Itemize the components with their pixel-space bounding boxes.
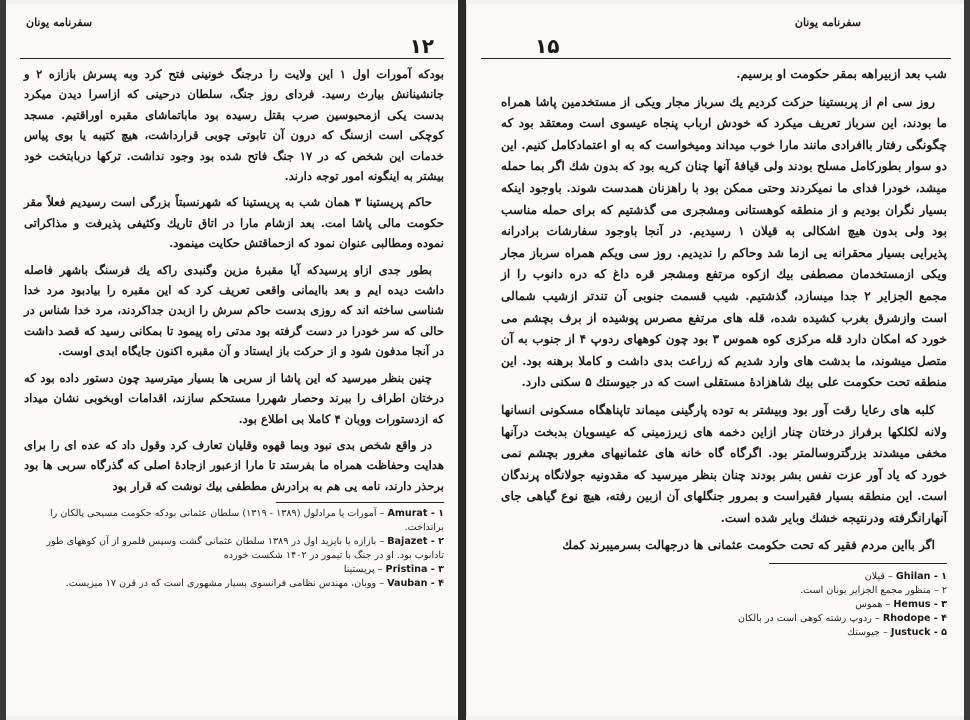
footnote-text: – پریستینا: [343, 564, 383, 576]
paragraph: چنین بنظر میرسید که این پاشا از سربی ها بسیار میترسید چون دستور داده بود که درختان اطراف را ببرند وحصار شهررا مستحکم سازند، اقدامات اوبخوبی نشان میداد که ازدستورات ووبان ۴ کاملا بی اطلاع بود.: [24, 370, 444, 426]
footnote-term: Bajazet - ۲: [387, 536, 444, 548]
footnote-rule: [769, 563, 947, 564]
page-number: ۱۵: [535, 34, 560, 58]
paragraph: بودکه آمورات اول ۱ این ولایت را درجنگ خونینی فتح کرد وبه پسرش بازازه ۲ و جانشینانش بیارث رسید. فردای روز جنگ، سلطان درحینی که ازاسرا دیدن میکرد بدست یکی ازمحبوسین صرب بقتل رسیده بود ماباتماشای مقبره اوراقتیم. مسجد کوچکی است ازسنگ که درون آن تابوتی چوبی قرارداشت، هیچ کتیبه یا بوی پیاس خدمات این شخص که در ۱۷ جنگ فاتح شده بود وجود نداشت. ترکها دربابتخت خود بیشتر به اینگونه امور توجه دارند.: [24, 67, 445, 184]
footnote: [501, 612, 947, 626]
footnote-text: – هموس: [855, 599, 891, 611]
footnote: [501, 598, 947, 612]
footnote-term: Rhodope - ۴: [882, 613, 947, 625]
page-body: [24, 64, 444, 591]
footnote-text: – قیلان: [864, 571, 893, 583]
paragraph: شب بعد ازبیراهه بمقر حکومت او برسیم.: [736, 67, 947, 81]
paragraph: کلبه های رعایا رقت آور بود وبیشتر به توده پارگینی میماند تاپناهگاه مسکونی انسانها ولانه لکلکها برفراز درختان چنار ازاین دخمه های زیرزمینی که عیسویان بدبخت درآنها مخفی میشدند بزرگتروسالمتر بود. اگرگاه گاه خانه های عثمانیهای مغرور بچشم نمی خورد که یاد آور عزت نفس بشر بودند چنان بنظر میرسید که مقدونیه جولانگاه پرندگان است. این منطقه بسیار فقیراست و بمرور جنگلهای آن ازبین رفته، هیچ نوع گیاهی جای آنهارانگرفته ودرنتیجه خشك وبایر شده است.: [501, 402, 947, 525]
footnote: [24, 507, 444, 535]
footnote: [24, 563, 444, 577]
footnote-text: – جیوستك: [847, 627, 888, 639]
running-title: سفرنامه یونان: [26, 16, 93, 29]
right-page: [466, 4, 965, 716]
page-body: [501, 64, 947, 640]
footnote-text: – بازازه یا بایزید اول در ۱۳۸۹ سلطان عثمانی گشت وسپس قلمرو از آن کوههای طور تادانوب بود. او در جنگ با تیمور در ۱۴۰۲ شکست خورده: [46, 536, 444, 562]
footnote-term: Ghilan - ۱: [895, 571, 947, 583]
footnote-term: Pristina - ۳: [385, 564, 444, 576]
footnote-text: – ردوپ رشته کوهی است در بالکان: [738, 613, 880, 625]
paragraph: بطور جدی ازاو پرسیدکه آیا مقبرهٔ مزین وگنبدی راکه یك فرسنگ باشهر فاصله داشت دیده ایم و بعد باایمانی واقعی تعریف کرد که این مقبره را بیادبود مرد خدا شناسی ساخته اند که روزی بدست حاکم سرش را ازبدن جداکردند، مرد خدا شناس در حالی که سر خودرا در دست گرفته بود مدتی راه پیمود تا بمکانی رسید که قصد داشت در آنجا مدفون شود و از حرکت باز ایستاد و آن مقبره اکنون جایگاه ابدی اوست.: [24, 262, 444, 359]
footnote-term: Justuck - ۵: [890, 627, 947, 639]
header-rule: [20, 58, 444, 59]
footnote-term: Hemus - ۳: [893, 599, 947, 611]
footnote: [501, 626, 947, 640]
book-gutter: [458, 0, 466, 720]
footnote: [24, 577, 444, 591]
footnote: [24, 535, 444, 563]
footnote-text: – آمورات یا مرادلول (۱۳۸۹ - ۱۳۱۹) سلطان عثمانی بودکه حکومت مسیحی پالکان را برانداخت.: [50, 508, 444, 534]
footnote-term: Vauban - ۴: [387, 578, 444, 590]
paragraph: اگر بااین مردم فقیر که تحت حکومت عثمانی ها درجهالت بسرمیبرند کمك: [562, 538, 935, 553]
footnote-list: [501, 570, 947, 640]
page-header: [20, 14, 444, 58]
footnote-text: – ووبان، مهندس نظامی فرانسوی بسیار مشهوری است که در قرن ۱۷ میزیست.: [65, 578, 385, 590]
page-edge: [964, 0, 970, 720]
page-header: [481, 14, 951, 58]
page-number: ۱۲: [409, 34, 434, 58]
left-page: [6, 4, 459, 716]
header-rule: [481, 58, 951, 59]
footnote-rule: [276, 502, 444, 503]
running-title: سفرنامه یونان: [794, 16, 861, 29]
footnote: [501, 584, 947, 598]
footnote-text: ۲ – منظور مجمع الجزایر یونان است.: [800, 585, 947, 597]
paragraph: حاکم پریستینا ۳ همان شب به پریستینا که شهرنسبتاً بزرگی است رسیدیم فعلاً مقر حکومت مالی پاشا امت. بعد ازشام مارا در اتاق تاریك وکثیفی پذیرفت و مذاکراتی نموده ومطالبی عنوان نمود که ازحماقتش حکایت مینمود.: [24, 195, 444, 251]
footnote-term: Amurat - ۱: [387, 508, 444, 520]
paragraph: روز سی ام از پربستینا حرکت کردیم یك سرباز مجار ویکی از مستخدمین پاشا همراه ما بودند، این سرباز تعریف میکرد که خودش ارباب پنجاه عیسوی است ومعتقد بود که چگونگی رفتار باافرادی مانند مارا خوب میداند ومیخواست که به او اعتمادکامل کنیم. این دو سوار بطورکامل مسلح بودند ولی قیافهٔ آنها چنان کریه بود که بدون شك اگر بما حمله میشد، خودرا فدای ما نمیکردند وحتی ممکن بود با راهزنان همدست شوند. باوجود اینکه بسیار نگران بودیم و از منطقه کوهستانی ومشجری می گذشتیم که برای حمله مناسب بود ولی بدون هیچ اشکالی به قیلان ۱ رسیدیم. در آنجا باوجود سفارشات برادرانه پذیرایی بسیار محقرانه یی ازما شد وحاکم را ندیدیم. روز سی ویکم همراه سرباز مجار ویکی ازمستخدمان مصطفی بیك ازکوه مرتفع ومشجر قره داغ که دره دانوب را از مجمع الجزایر ۲ جدا میسازد، گذشتیم. شیب قسمت جنوبی آن تندتر ازشیب شمالی است وازشرق بغرب کشیده شده، قله های مرتفع مصرس پوشیده از برف بچشم می خورد که امکان دارد قله مرکزی کوه هموس ۳ بود چون کوههای ردوپ ۴ از جنوب به آن متصل میشوند، ما بدشت های وارد شدیم که زراعت بدی داشت و کاملا برهنه بود. این منطقه تحت حکومت علی بیك شاهزادهٔ مستقلی است که در جیوستك ۵ سکنی دارد.: [501, 94, 947, 390]
paragraph: در واقع شخص بدی نبود وبما قهوه وقلیان تعارف کرد وقول داد که عده ای را برای هدایت وحفاظت همراه ما بفرستد تا مارا ازعبور ازجادهٔ اصلی که گذرگاه سربی ها بود برحذر دارند، نامه یی هم به برادرش مططفی بیك نوشت که قرار بود: [24, 437, 444, 493]
footnote: [501, 570, 947, 584]
